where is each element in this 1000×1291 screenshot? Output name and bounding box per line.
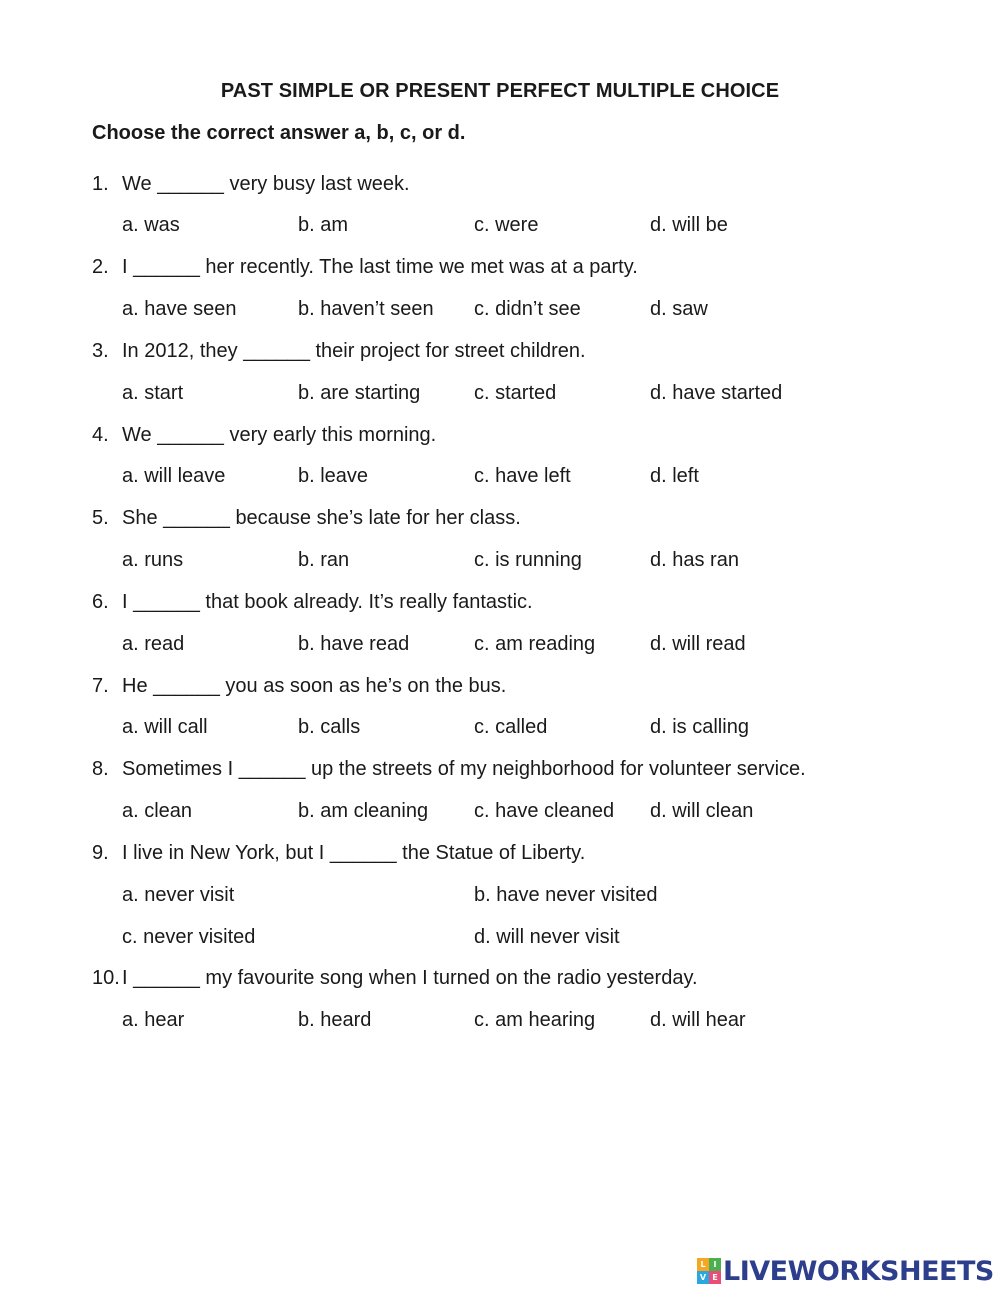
- question-number: 9.: [92, 842, 109, 864]
- question-6: [92, 581, 952, 665]
- question-text: We ______ very early this morning.: [122, 423, 437, 446]
- question-2: [92, 247, 952, 331]
- option-d[interactable]: d. will read: [650, 632, 746, 655]
- option-c[interactable]: c. am hearing: [474, 1009, 596, 1032]
- question-text: In 2012, they ______ their project for street children.: [122, 339, 586, 362]
- question-number: 3.: [92, 339, 109, 362]
- option-a[interactable]: a. never visit: [122, 883, 235, 906]
- option-b[interactable]: b. are starting: [298, 381, 421, 404]
- option-c[interactable]: c. is running: [474, 549, 582, 572]
- option-c[interactable]: c. called: [474, 716, 548, 739]
- option-b[interactable]: b. leave: [298, 465, 369, 488]
- question-9: [92, 833, 952, 958]
- option-c[interactable]: c. were: [474, 214, 539, 237]
- option-b[interactable]: b. have never visited: [474, 883, 658, 906]
- option-b[interactable]: b. am: [298, 214, 349, 237]
- question-8: [92, 749, 952, 833]
- option-a[interactable]: a. hear: [122, 1009, 185, 1032]
- option-d[interactable]: d. will be: [650, 214, 728, 237]
- option-c[interactable]: c. started: [474, 381, 557, 404]
- instructions: Choose the correct answer a, b, c, or d.: [92, 122, 466, 144]
- option-c[interactable]: c. have left: [474, 465, 571, 488]
- question-text: Sometimes I ______ up the streets of my neighborhood for volunteer service.: [122, 758, 806, 781]
- option-c[interactable]: c. am reading: [474, 632, 596, 655]
- option-a[interactable]: a. have seen: [122, 298, 237, 321]
- option-d[interactable]: d. have started: [650, 381, 783, 404]
- question-5: [92, 498, 952, 582]
- logo-tile-l: L: [697, 1258, 709, 1271]
- option-c[interactable]: c. have cleaned: [474, 800, 615, 823]
- logo-tile-i: I: [709, 1258, 721, 1271]
- question-number: 1.: [92, 172, 109, 195]
- question-text: He ______ you as soon as he’s on the bus.: [122, 674, 507, 697]
- option-d[interactable]: d. will never visit: [474, 925, 620, 948]
- liveworksheets-logo[interactable]: [697, 1253, 994, 1289]
- question-text: I live in New York, but I ______ the Statue of Liberty.: [122, 842, 586, 864]
- question-number: 4.: [92, 423, 109, 446]
- option-d[interactable]: d. saw: [650, 298, 708, 321]
- option-d[interactable]: d. will hear: [650, 1009, 746, 1032]
- option-a[interactable]: a. will leave: [122, 465, 226, 488]
- question-text: We ______ very busy last week.: [122, 172, 410, 195]
- option-d[interactable]: d. has ran: [650, 549, 739, 572]
- option-d[interactable]: d. is calling: [650, 716, 749, 739]
- question-number: 10.: [92, 967, 120, 990]
- question-number: 7.: [92, 674, 109, 697]
- option-b[interactable]: b. calls: [298, 716, 361, 739]
- question-7: [92, 665, 952, 749]
- option-a[interactable]: a. runs: [122, 549, 184, 572]
- option-b[interactable]: b. heard: [298, 1009, 372, 1032]
- question-1: [92, 163, 952, 247]
- question-4: [92, 414, 952, 498]
- option-a[interactable]: a. read: [122, 632, 185, 655]
- question-text: I ______ that book already. It’s really fantastic.: [122, 590, 533, 613]
- liveworksheets-logo-text: LIVEWORKSHEETS: [723, 1255, 994, 1287]
- logo-tile-e: E: [709, 1271, 721, 1284]
- option-a[interactable]: a. will call: [122, 716, 208, 739]
- option-b[interactable]: b. am cleaning: [298, 800, 429, 823]
- option-d[interactable]: d. will clean: [650, 800, 754, 823]
- option-b[interactable]: b. have read: [298, 632, 410, 655]
- option-a[interactable]: a. was: [122, 214, 180, 237]
- question-text: I ______ my favourite song when I turned on the radio yesterday.: [122, 967, 698, 990]
- liveworksheets-logo-icon: [697, 1258, 721, 1284]
- page-title: PAST SIMPLE OR PRESENT PERFECT MULTIPLE CHOICE: [220, 80, 780, 102]
- option-a[interactable]: a. start: [122, 381, 184, 404]
- option-c[interactable]: c. didn’t see: [474, 298, 581, 321]
- option-b[interactable]: b. ran: [298, 549, 350, 572]
- question-number: 2.: [92, 256, 109, 279]
- logo-tile-v: V: [697, 1271, 709, 1284]
- question-text: I ______ her recently. The last time we met was at a party.: [122, 256, 638, 279]
- option-a[interactable]: a. clean: [122, 800, 193, 823]
- option-c[interactable]: c. never visited: [122, 925, 256, 948]
- question-list: [92, 163, 952, 1042]
- option-d[interactable]: d. left: [650, 465, 699, 488]
- question-text: She ______ because she’s late for her class.: [122, 507, 521, 530]
- question-10: [92, 958, 952, 1042]
- question-number: 6.: [92, 590, 109, 613]
- question-number: 5.: [92, 507, 109, 530]
- question-3: [92, 330, 952, 414]
- option-b[interactable]: b. haven’t seen: [298, 298, 434, 321]
- question-number: 8.: [92, 758, 109, 781]
